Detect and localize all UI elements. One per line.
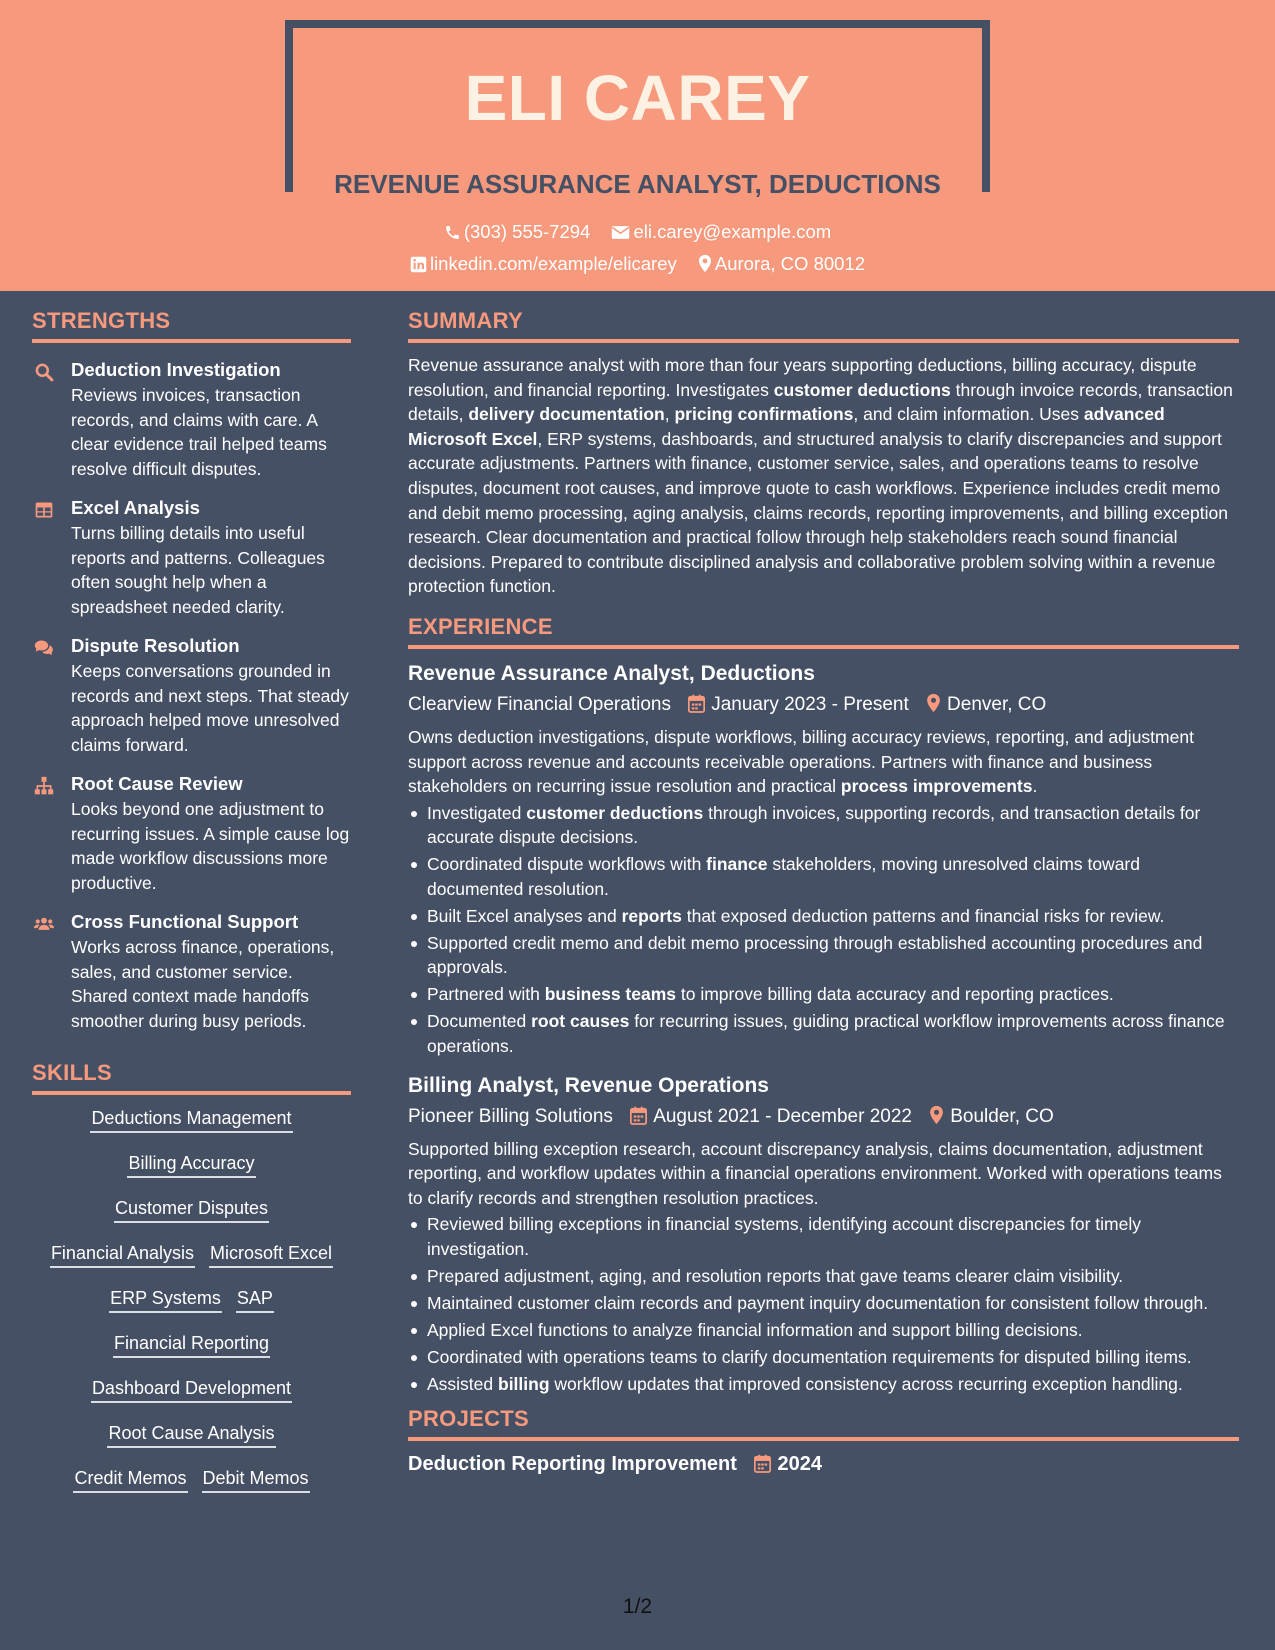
bullet-item: Applied Excel functions to analyze financial information and support billing decisions. xyxy=(408,1318,1239,1343)
strength-name: Excel Analysis xyxy=(71,497,200,518)
strength-description: Keeps conversations grounded in records and next steps. That steady approach helped move unresolved claims forward. xyxy=(71,661,349,755)
contact-row-1 xyxy=(0,219,1275,245)
location-text: Aurora, CO 80012 xyxy=(714,253,866,274)
map-marker-icon xyxy=(926,693,941,713)
users-icon xyxy=(34,914,54,934)
experience-heading: EXPERIENCE xyxy=(408,613,553,639)
phone-text: (303) 555-7294 xyxy=(463,221,591,242)
candidate-title: REVENUE ASSURANCE ANALYST, DEDUCTIONS xyxy=(334,169,941,199)
summary-text: Revenue assurance analyst with more than four years supporting deductions, billing accuracy, dispute resolution, and financial reporting. Investigates customer deductions through invoice records, transaction details, delivery documentation, pricing confirmations, and claim information. Uses advanced Microsoft Excel, ERP systems, dashboards, and structured analysis to clarify discrepancies and support accurate adjustments. Partners with finance, customer service, sales, and operations teams to resolve disputes, document root causes, and improve quote to cash workflows. Experience includes credit memo and debit memo processing, aging analysis, claims records, reporting improvements, and billing exception research. Clear documentation and practical follow through help stakeholders reach sound financial decisions. Prepared to contribute disciplined analysis and collaborative problem solving within a revenue protection function. xyxy=(408,355,1233,597)
bullet-item: Documented root causes for recurring issues, guiding practical workflow improvements across finance operations. xyxy=(408,1009,1239,1058)
job-location: Denver, CO xyxy=(947,693,1047,715)
job-meta xyxy=(408,1102,1239,1132)
skill-tag: Financial Analysis xyxy=(50,1240,195,1268)
project-entry xyxy=(408,1449,1239,1479)
skill-tag: Microsoft Excel xyxy=(209,1240,333,1268)
phone-contact[interactable] xyxy=(444,219,591,245)
page-number: 1/2 xyxy=(622,1595,653,1618)
linkedin-icon xyxy=(410,256,427,273)
company-name: Clearview Financial Operations xyxy=(408,693,671,715)
job-title: Billing Analyst, Revenue Operations xyxy=(408,1073,769,1097)
project-name: Deduction Reporting Improvement xyxy=(408,1452,737,1475)
skill-tag: ERP Systems xyxy=(109,1285,222,1313)
bullet-item: Investigated customer deductions through invoices, supporting records, and transaction details for accurate dispute decisions. xyxy=(408,801,1239,850)
skill-tag: Deductions Management xyxy=(90,1105,292,1133)
strength-item xyxy=(32,633,351,757)
strength-name: Deduction Investigation xyxy=(71,359,281,380)
skill-tag: SAP xyxy=(236,1285,274,1313)
experience-divider xyxy=(408,645,1239,649)
strength-item xyxy=(32,495,351,619)
strength-description: Works across finance, operations, sales, and customer service. Shared context made handoffs smoother during busy periods. xyxy=(71,937,335,1031)
strengths-divider xyxy=(32,339,351,343)
skills-heading: SKILLS xyxy=(32,1060,113,1085)
skill-tag: Billing Accuracy xyxy=(127,1150,255,1178)
skill-tag: Credit Memos xyxy=(73,1465,187,1493)
strength-name: Cross Functional Support xyxy=(71,911,299,932)
calendar-icon xyxy=(630,1106,647,1125)
projects-heading: PROJECTS xyxy=(408,1405,529,1431)
left-column xyxy=(32,291,351,1510)
sitemap-icon xyxy=(34,776,54,796)
job-bullets xyxy=(408,801,1239,1059)
skill-tag: Root Cause Analysis xyxy=(107,1420,275,1448)
job-summary: Owns deduction investigations, dispute workflows, billing accuracy reviews, reporting, and adjustment support across revenue and accounts receivable operations. Partners with finance and business stakeholders on recurring issue resolution and practical process improvements. xyxy=(408,726,1194,797)
strength-description: Turns billing details into useful reports and patterns. Colleagues often sought help when a spreadsheet needed clarity. xyxy=(71,523,325,617)
summary-heading: SUMMARY xyxy=(408,308,523,333)
job-location: Boulder, CO xyxy=(950,1105,1054,1127)
job-entry xyxy=(408,1071,1239,1397)
calendar-icon xyxy=(688,694,705,713)
skills-divider xyxy=(32,1091,351,1095)
project-year: 2024 xyxy=(777,1452,822,1475)
bullet-item: Prepared adjustment, aging, and resolution reports that gave teams clearer claim visibility. xyxy=(408,1264,1239,1289)
skill-tag: Financial Reporting xyxy=(113,1330,270,1358)
job-dates: January 2023 - Present xyxy=(711,693,909,715)
bullet-item: Coordinated with operations teams to clarify documentation requirements for disputed billing items. xyxy=(408,1345,1239,1370)
job-dates: August 2021 - December 2022 xyxy=(653,1105,912,1127)
right-column xyxy=(408,291,1239,1479)
company-name: Pioneer Billing Solutions xyxy=(408,1105,613,1127)
comments-icon xyxy=(34,638,54,658)
strength-item xyxy=(32,771,351,895)
skill-tag: Debit Memos xyxy=(202,1465,310,1493)
search-icon xyxy=(34,362,54,382)
strength-description: Looks beyond one adjustment to recurring issues. A simple cause log made workflow discussions more productive. xyxy=(71,799,350,893)
job-bullets xyxy=(408,1212,1239,1396)
envelope-icon xyxy=(611,224,630,241)
email-text: eli.carey@example.com xyxy=(633,221,832,242)
bullet-item: Assisted billing workflow updates that improved consistency across recurring exception handling. xyxy=(408,1372,1239,1397)
table-icon xyxy=(34,500,54,520)
strength-item xyxy=(32,909,351,1033)
email-contact[interactable] xyxy=(611,219,831,245)
job-meta xyxy=(408,690,1239,720)
linkedin-contact[interactable] xyxy=(410,251,677,277)
bullet-item: Maintained customer claim records and payment inquiry documentation for consistent follow through. xyxy=(408,1291,1239,1316)
bullet-item: Coordinated dispute workflows with finance stakeholders, moving unresolved claims toward documented resolution. xyxy=(408,852,1239,901)
contact-row-2 xyxy=(0,251,1275,277)
phone-icon xyxy=(444,224,461,241)
calendar-icon xyxy=(754,1454,771,1473)
strength-description: Reviews invoices, transaction records, and claims with care. A clear evidence trail helped teams resolve difficult disputes. xyxy=(71,385,327,479)
strength-item xyxy=(32,357,351,481)
bullet-item: Supported credit memo and debit memo processing through established accounting procedures and approvals. xyxy=(408,931,1239,980)
map-marker-icon xyxy=(929,1105,944,1125)
map-marker-icon xyxy=(698,254,712,273)
skill-tag: Customer Disputes xyxy=(114,1195,269,1223)
bullet-item: Built Excel analyses and reports that exposed deduction patterns and financial risks for review. xyxy=(408,904,1239,929)
job-entry xyxy=(408,659,1239,1059)
job-title: Revenue Assurance Analyst, Deductions xyxy=(408,661,815,685)
header xyxy=(0,0,1275,291)
skill-tag: Dashboard Development xyxy=(91,1375,292,1403)
strength-name: Dispute Resolution xyxy=(71,635,240,656)
strength-name: Root Cause Review xyxy=(71,773,243,794)
bullet-item: Partnered with business teams to improve billing data accuracy and reporting practices. xyxy=(408,982,1239,1007)
projects-divider xyxy=(408,1437,1239,1441)
candidate-name: ELI CAREY xyxy=(464,62,811,134)
strengths-heading: STRENGTHS xyxy=(32,308,171,333)
linkedin-text: linkedin.com/example/elicarey xyxy=(429,253,677,274)
skills-list xyxy=(32,1105,351,1510)
location-contact xyxy=(698,251,865,277)
bullet-item: Reviewed billing exceptions in financial systems, identifying account discrepancies for timely investigation. xyxy=(408,1212,1239,1261)
summary-divider xyxy=(408,339,1239,343)
job-summary: Supported billing exception research, account discrepancy analysis, claims documentation, adjustment reporting, and workflow updates within a financial operations environment. Worked with operations teams to clarify records and strengthen resolution practices. xyxy=(408,1138,1222,1208)
